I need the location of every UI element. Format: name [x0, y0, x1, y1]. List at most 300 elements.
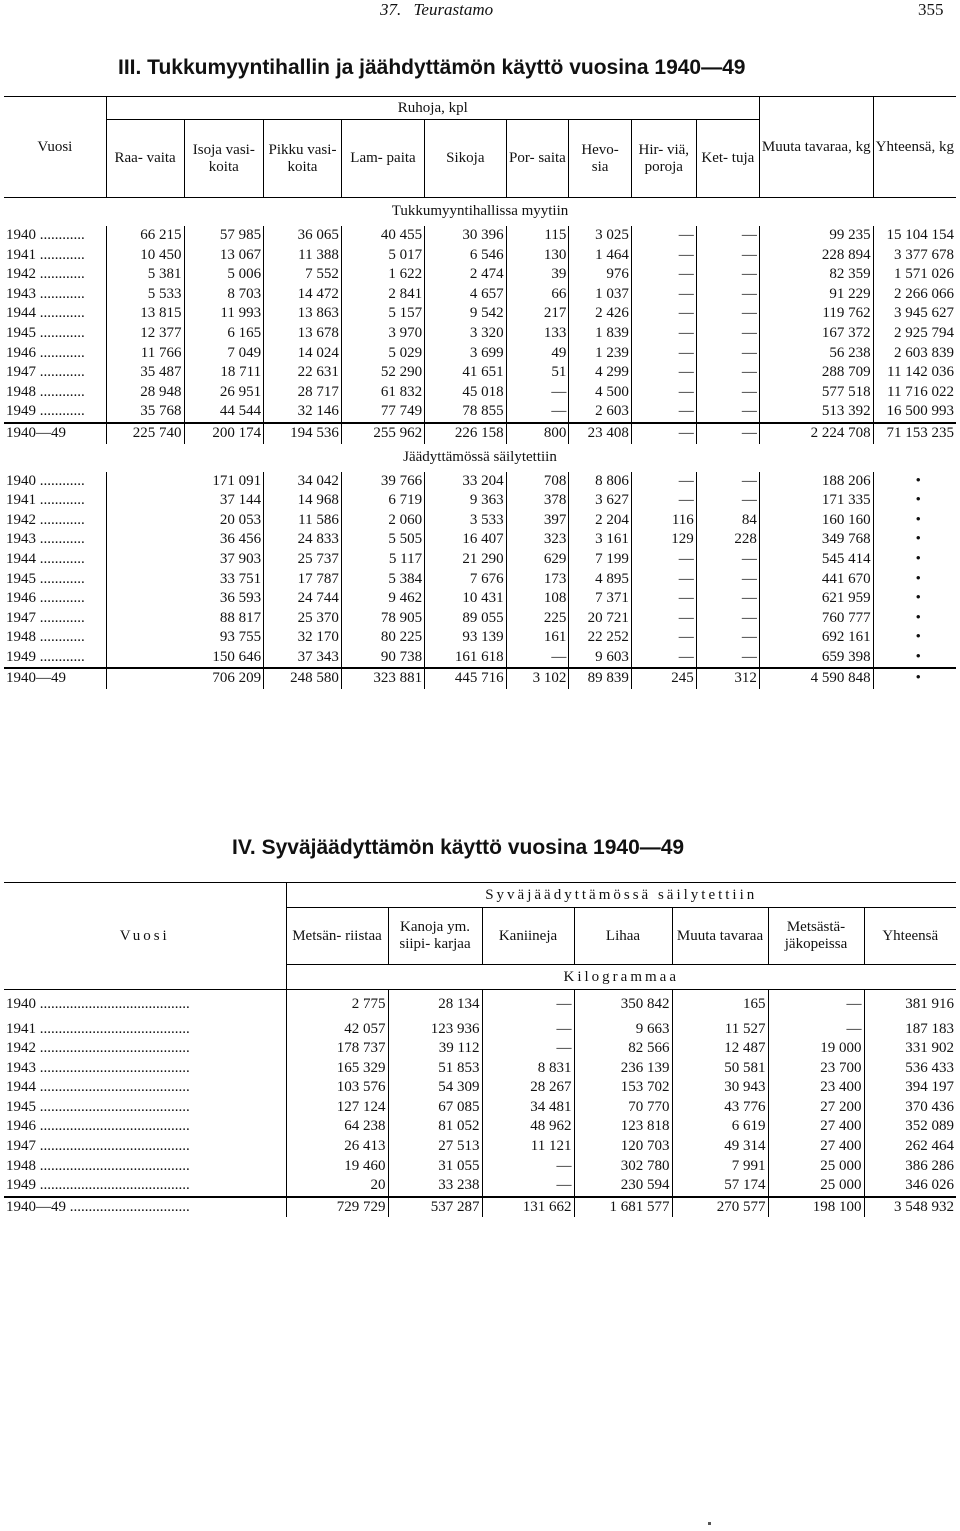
- table-cell: —: [482, 1039, 574, 1059]
- total-cell: 537 287: [388, 1197, 482, 1218]
- total-cell: 23 408: [569, 423, 631, 444]
- table-cell: 10 450: [106, 246, 184, 266]
- total-cell: 1 681 577: [574, 1197, 672, 1218]
- table-cell: —: [482, 1020, 574, 1040]
- table-cell: 386 286: [905, 1157, 954, 1174]
- table-cell: 323: [506, 530, 569, 550]
- table-row: [4, 1020, 956, 1040]
- table-cell: 161 618: [425, 648, 506, 669]
- table-cell: 346 026: [905, 1177, 954, 1194]
- table3: [4, 96, 956, 689]
- table-cell: —: [696, 265, 759, 285]
- table-cell: —: [631, 324, 696, 344]
- row-year: 1948 ........................................: [4, 1157, 286, 1177]
- table-cell: 123 818: [574, 1117, 672, 1137]
- table-cell: —: [482, 990, 574, 1020]
- table-cell: •: [915, 590, 921, 607]
- table-cell: 28 267: [482, 1078, 574, 1098]
- row-year: 1949 ............: [4, 402, 106, 423]
- table-cell: 90 738: [341, 648, 424, 669]
- table-cell: 7 049: [184, 344, 264, 364]
- table-cell: 48 962: [482, 1117, 574, 1137]
- total-row: [4, 668, 956, 689]
- table-row: [4, 511, 956, 531]
- row-year: 1940 ........................................: [4, 990, 286, 1020]
- table-cell: —: [631, 491, 696, 511]
- table-cell: —: [506, 383, 569, 403]
- row-year: 1948 ............: [4, 383, 106, 403]
- row-year: 1940—49: [4, 423, 106, 444]
- total-cell: 198 100: [768, 1197, 864, 1218]
- table-cell: 34 481: [482, 1098, 574, 1118]
- table-cell: 7 371: [569, 589, 631, 609]
- table-row: [4, 1059, 956, 1079]
- table-cell: —: [696, 628, 759, 648]
- table-row: [4, 1117, 956, 1137]
- row-year: 1946 ............: [4, 344, 106, 364]
- table-cell: —: [696, 550, 759, 570]
- total-cell: •: [873, 668, 956, 689]
- table-cell: 22 631: [264, 363, 342, 383]
- table-cell: •: [915, 550, 921, 567]
- table-cell: 9 603: [569, 648, 631, 669]
- table-cell: —: [768, 1020, 864, 1040]
- table-cell: 3 699: [425, 344, 506, 364]
- table-cell: 167 372: [759, 324, 873, 344]
- table-cell: —: [696, 363, 759, 383]
- table-cell: 36 456: [106, 530, 263, 550]
- table-cell: 2 603: [569, 402, 631, 423]
- table-cell: 3 945 627: [894, 305, 954, 322]
- table-cell: —: [631, 628, 696, 648]
- table-cell: 228: [696, 530, 759, 550]
- table-cell: —: [631, 226, 696, 246]
- table-cell: —: [696, 589, 759, 609]
- table-cell: 577 518: [759, 383, 873, 403]
- table-row: [4, 990, 956, 1020]
- table-cell: 89 055: [425, 609, 506, 629]
- table-cell: 4 299: [569, 363, 631, 383]
- table-cell: 352 089: [905, 1118, 954, 1135]
- table-cell: 5 533: [106, 285, 184, 305]
- table-cell: —: [631, 285, 696, 305]
- table-cell: 35 768: [106, 402, 184, 423]
- table-cell: 64 238: [286, 1117, 388, 1137]
- section-number: 37.: [380, 0, 402, 19]
- table-cell: 130: [506, 246, 569, 266]
- table-cell: 23 700: [768, 1059, 864, 1079]
- table-cell: —: [696, 383, 759, 403]
- table-cell: 2 266 066: [894, 285, 954, 302]
- col-sikoja: Sikoja: [425, 120, 506, 198]
- table-cell: 37 144: [106, 491, 263, 511]
- total-cell: 248 580: [264, 668, 342, 689]
- table-cell: 225: [506, 609, 569, 629]
- table-cell: 11 527: [672, 1020, 768, 1040]
- table-row: [4, 628, 956, 648]
- table-cell: 27 400: [768, 1117, 864, 1137]
- table-cell: 115: [506, 226, 569, 246]
- table-cell: —: [696, 609, 759, 629]
- table-cell: 4 500: [569, 383, 631, 403]
- col-yhteensa: Yhteensä, kg: [875, 138, 954, 155]
- table-cell: 188 206: [759, 472, 873, 492]
- table-cell: 171 335: [759, 491, 873, 511]
- row-year: 1941 ............: [4, 246, 106, 266]
- table-cell: 150 646: [106, 648, 263, 669]
- table-cell: 51: [506, 363, 569, 383]
- table-cell: 173: [506, 570, 569, 590]
- table-cell: 54 309: [388, 1078, 482, 1098]
- table-cell: •: [915, 511, 921, 528]
- table-cell: 11 716 022: [887, 383, 954, 400]
- table-cell: 2 426: [569, 304, 631, 324]
- total-cell: 71 153 235: [873, 423, 956, 444]
- table-cell: 7 199: [569, 550, 631, 570]
- table-cell: 27 400: [768, 1137, 864, 1157]
- table-cell: •: [915, 492, 921, 509]
- table-cell: 123 936: [388, 1020, 482, 1040]
- table-row: [4, 1098, 956, 1118]
- table-cell: —: [696, 491, 759, 511]
- row-year: 1949 ........................................: [4, 1176, 286, 1197]
- table-cell: 629: [506, 550, 569, 570]
- table-cell: •: [915, 472, 921, 489]
- total-cell: 729 729: [286, 1197, 388, 1218]
- total-cell: 245: [631, 668, 696, 689]
- table-row: [4, 570, 956, 590]
- total-cell: 225 740: [106, 423, 184, 444]
- table-cell: 11 121: [482, 1137, 574, 1157]
- table-cell: 66 215: [106, 226, 184, 246]
- table-cell: 43 776: [672, 1098, 768, 1118]
- table-cell: 39 112: [388, 1039, 482, 1059]
- table-cell: •: [915, 629, 921, 646]
- row-year: 1943 ............: [4, 285, 106, 305]
- table3-title: III. Tukkumyyntihallin ja jäähdyttämön käyttö vuosina 1940—49: [118, 56, 746, 79]
- table-cell: 82 359: [759, 265, 873, 285]
- table-cell: 40 455: [341, 226, 424, 246]
- table-cell: 13 678: [264, 324, 342, 344]
- col-porsaita: Por- saita: [506, 120, 569, 198]
- table-cell: 67 085: [388, 1098, 482, 1118]
- table-cell: —: [631, 383, 696, 403]
- table-cell: 1 037: [569, 285, 631, 305]
- page-header-section: [380, 0, 493, 22]
- total-cell: 800: [506, 423, 569, 444]
- t4-col-kaniineja: Kaniineja: [482, 908, 574, 965]
- table-cell: —: [631, 570, 696, 590]
- table4: [4, 882, 956, 1217]
- table-cell: 25 737: [264, 550, 342, 570]
- table-cell: 8 831: [482, 1059, 574, 1079]
- table-cell: 5 029: [341, 344, 424, 364]
- table-cell: 302 780: [574, 1157, 672, 1177]
- table-cell: 39 766: [341, 472, 424, 492]
- table-cell: 66: [506, 285, 569, 305]
- total-cell: 3 548 932: [864, 1197, 956, 1218]
- table-cell: •: [915, 531, 921, 548]
- table-cell: 61 832: [341, 383, 424, 403]
- table-cell: 5 381: [106, 265, 184, 285]
- table-cell: 25 000: [768, 1157, 864, 1177]
- row-year: 1947 ............: [4, 363, 106, 383]
- total-cell: 255 962: [341, 423, 424, 444]
- table-row: [4, 324, 956, 344]
- table-cell: 99 235: [759, 226, 873, 246]
- table-cell: 21 290: [425, 550, 506, 570]
- table-cell: 91 229: [759, 285, 873, 305]
- table-cell: —: [631, 402, 696, 423]
- table-cell: 41 651: [425, 363, 506, 383]
- page-number: 355: [918, 0, 944, 19]
- table-cell: 20 053: [106, 511, 263, 531]
- table-cell: —: [696, 324, 759, 344]
- table-cell: 44 544: [184, 402, 264, 423]
- table-cell: 24 744: [264, 589, 342, 609]
- table-cell: 441 670: [759, 570, 873, 590]
- table-cell: 27 200: [768, 1098, 864, 1118]
- total-cell: 445 716: [425, 668, 506, 689]
- t4-unit-row: Kilogrammaa: [563, 968, 679, 985]
- table-cell: 394 197: [905, 1079, 954, 1096]
- table-cell: 2 775: [286, 990, 388, 1020]
- row-year: 1947 ........................................: [4, 1137, 286, 1157]
- table-cell: 3 377 678: [894, 246, 954, 263]
- table-cell: 51 853: [388, 1059, 482, 1079]
- table-cell: 26 951: [184, 383, 264, 403]
- table-cell: 37 343: [264, 648, 342, 669]
- table-cell: 22 252: [569, 628, 631, 648]
- table-row: [4, 363, 956, 383]
- table-cell: 13 815: [106, 304, 184, 324]
- table-cell: —: [631, 246, 696, 266]
- table-cell: 23 400: [768, 1078, 864, 1098]
- table-cell: 50 581: [672, 1059, 768, 1079]
- table-cell: —: [506, 402, 569, 423]
- table-cell: —: [696, 226, 759, 246]
- table-cell: 6 619: [672, 1117, 768, 1137]
- table-cell: 93 139: [425, 628, 506, 648]
- table-cell: 81 052: [388, 1117, 482, 1137]
- row-year: 1941 ............: [4, 491, 106, 511]
- table-cell: 19 460: [286, 1157, 388, 1177]
- table-cell: 236 139: [574, 1059, 672, 1079]
- section-tukkumyyntihalli: [4, 198, 956, 227]
- table-cell: 160 160: [759, 511, 873, 531]
- table-cell: 621 959: [759, 589, 873, 609]
- table-cell: 28 134: [388, 990, 482, 1020]
- table-cell: 11 766: [106, 344, 184, 364]
- table-cell: 88 817: [106, 609, 263, 629]
- table-cell: 133: [506, 324, 569, 344]
- table-cell: 25 370: [264, 609, 342, 629]
- table-cell: 4 657: [425, 285, 506, 305]
- table-cell: 6 165: [184, 324, 264, 344]
- table-cell: —: [631, 589, 696, 609]
- table-cell: 370 436: [905, 1098, 954, 1115]
- table-cell: 32 170: [264, 628, 342, 648]
- row-year: 1942 ............: [4, 265, 106, 285]
- table-cell: 129: [631, 530, 696, 550]
- total-cell: 3 102: [506, 668, 569, 689]
- table-cell: 9 363: [425, 491, 506, 511]
- table-cell: 2 474: [425, 265, 506, 285]
- table-cell: 5 505: [341, 530, 424, 550]
- table-cell: 9 542: [425, 304, 506, 324]
- table-cell: 8 806: [569, 472, 631, 492]
- table-cell: —: [631, 648, 696, 669]
- table-cell: 93 755: [106, 628, 263, 648]
- table-cell: 4 895: [569, 570, 631, 590]
- table-cell: —: [631, 344, 696, 364]
- row-year: 1944 ............: [4, 304, 106, 324]
- table-cell: 5 384: [341, 570, 424, 590]
- table-cell: 378: [506, 491, 569, 511]
- table-cell: •: [915, 648, 921, 665]
- row-year: 1940—49: [4, 668, 106, 689]
- table-cell: 16 407: [425, 530, 506, 550]
- table4-title: IV. Syväjäädyttämön käyttö vuosina 1940—49: [232, 836, 685, 859]
- total-cell: 131 662: [482, 1197, 574, 1218]
- table-cell: 331 902: [905, 1040, 954, 1057]
- table-cell: 760 777: [759, 609, 873, 629]
- table-cell: 187 183: [905, 1020, 954, 1037]
- table-cell: •: [915, 609, 921, 626]
- section-tukkumyyntihalli-label: Tukkumyyntihallissa myytiin: [391, 203, 569, 220]
- row-year: 1941 ........................................: [4, 1020, 286, 1040]
- table-cell: 2 603 839: [894, 344, 954, 361]
- table-cell: 262 464: [905, 1138, 954, 1155]
- table-cell: 17 787: [264, 570, 342, 590]
- table-cell: 120 703: [574, 1137, 672, 1157]
- table-cell: 12 377: [106, 324, 184, 344]
- row-year: 1945 ............: [4, 324, 106, 344]
- table-cell: 14 472: [264, 285, 342, 305]
- row-year: 1944 ........................................: [4, 1078, 286, 1098]
- table-row: [4, 1078, 956, 1098]
- table-cell: 1 464: [569, 246, 631, 266]
- table-cell: —: [631, 304, 696, 324]
- table-cell: 3 161: [569, 530, 631, 550]
- table-row: [4, 226, 956, 246]
- table-cell: 108: [506, 589, 569, 609]
- table-cell: —: [631, 472, 696, 492]
- table-cell: 11 142 036: [887, 364, 954, 381]
- table-row: [4, 383, 956, 403]
- table-cell: —: [482, 1157, 574, 1177]
- table-cell: 9 663: [574, 1020, 672, 1040]
- table-cell: —: [696, 472, 759, 492]
- table-cell: 28 717: [264, 383, 342, 403]
- table-cell: 36 065: [264, 226, 342, 246]
- table-cell: 7 676: [425, 570, 506, 590]
- table-cell: 6 719: [341, 491, 424, 511]
- table-cell: 13 067: [184, 246, 264, 266]
- table-cell: 5 117: [341, 550, 424, 570]
- table-cell: 397: [506, 511, 569, 531]
- table-cell: —: [696, 344, 759, 364]
- table-cell: 78 855: [425, 402, 506, 423]
- col-raavaita: Raa- vaita: [106, 120, 184, 198]
- table-cell: —: [768, 990, 864, 1020]
- table-cell: 52 290: [341, 363, 424, 383]
- row-year: 1946 ............: [4, 589, 106, 609]
- row-year: 1940 ............: [4, 226, 106, 246]
- table-cell: 9 462: [341, 589, 424, 609]
- table-cell: 28 948: [106, 383, 184, 403]
- table-row: [4, 285, 956, 305]
- table-cell: —: [631, 363, 696, 383]
- table-cell: 32 146: [264, 402, 342, 423]
- table-cell: 26 413: [286, 1137, 388, 1157]
- row-year: 1943 ............: [4, 530, 106, 550]
- total-cell: —: [631, 423, 696, 444]
- table-cell: 49 314: [672, 1137, 768, 1157]
- table-cell: 153 702: [574, 1078, 672, 1098]
- table-cell: 25 000: [768, 1176, 864, 1197]
- table-cell: 20: [286, 1176, 388, 1197]
- table-cell: 37 903: [106, 550, 263, 570]
- table-cell: 11 586: [264, 511, 342, 531]
- table-row: [4, 530, 956, 550]
- table-cell: 45 018: [425, 383, 506, 403]
- table-cell: —: [631, 265, 696, 285]
- table-cell: 35 487: [106, 363, 184, 383]
- t4-col-metsastajakopeissa: Metsästä- jäkopeissa: [768, 908, 864, 965]
- row-year: 1940 ............: [4, 472, 106, 492]
- total-cell: —: [696, 423, 759, 444]
- table-cell: 178 737: [286, 1039, 388, 1059]
- total-cell: 706 209: [106, 668, 263, 689]
- table-row: [4, 344, 956, 364]
- table-cell: 7 991: [672, 1157, 768, 1177]
- table-cell: 2 841: [341, 285, 424, 305]
- table-row: [4, 304, 956, 324]
- table-cell: —: [696, 648, 759, 669]
- table-cell: 161: [506, 628, 569, 648]
- t4-col-yhteensa: Yhteensä: [882, 927, 939, 944]
- table-cell: 57 985: [184, 226, 264, 246]
- table-cell: 165: [672, 990, 768, 1020]
- table-cell: 536 433: [905, 1059, 954, 1076]
- table-row: [4, 402, 956, 423]
- table-row: [4, 609, 956, 629]
- t4-col-metsanriistaa: Metsän- riistaa: [286, 908, 388, 965]
- table-row: [4, 1039, 956, 1059]
- table-cell: 57 174: [672, 1176, 768, 1197]
- table-cell: 24 833: [264, 530, 342, 550]
- t4-col-group: Syväjäädyttämössä säilytettiin: [485, 886, 758, 903]
- table-row: [4, 589, 956, 609]
- table-cell: 2 925 794: [894, 324, 954, 341]
- table-cell: 7 552: [264, 265, 342, 285]
- table-cell: 545 414: [759, 550, 873, 570]
- row-year: 1942 ............: [4, 511, 106, 531]
- table-cell: 1 571 026: [894, 266, 954, 283]
- table-cell: 12 487: [672, 1039, 768, 1059]
- col-group-ruhoja: Ruhoja, kpl: [106, 97, 759, 120]
- total-cell: 89 839: [569, 668, 631, 689]
- table-cell: 288 709: [759, 363, 873, 383]
- table-cell: 84: [696, 511, 759, 531]
- table-cell: 5 006: [184, 265, 264, 285]
- table-cell: 18 711: [184, 363, 264, 383]
- col-hirvia: Hir- viä, poroja: [631, 120, 696, 198]
- table-cell: 228 894: [759, 246, 873, 266]
- table-cell: 3 025: [569, 226, 631, 246]
- table-cell: 36 593: [106, 589, 263, 609]
